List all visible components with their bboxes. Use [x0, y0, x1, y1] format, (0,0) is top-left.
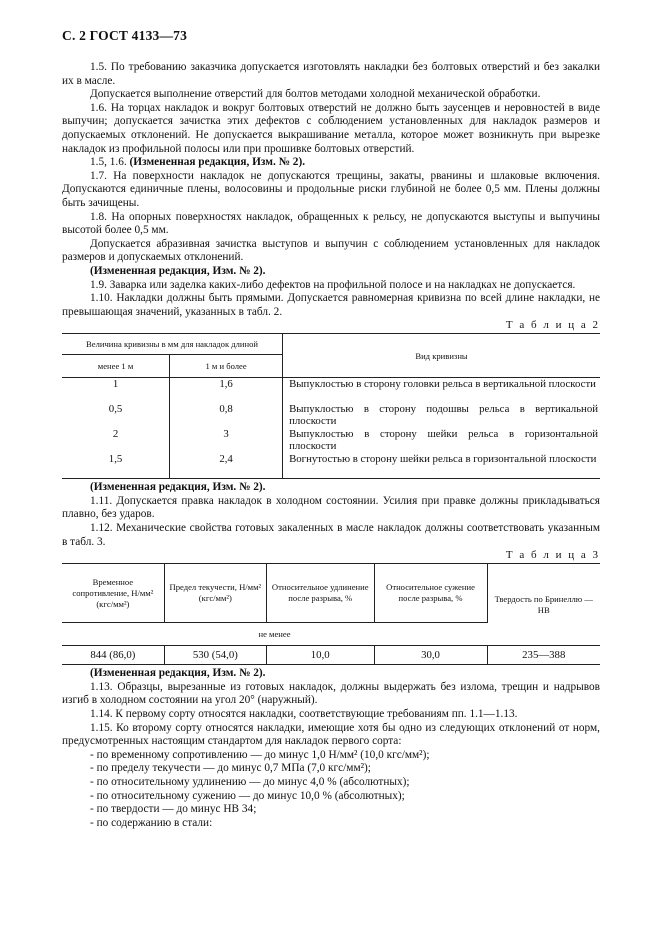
list-item: - по временному сопротивлению — до минус 1,0 Н/мм² (10,0 кгс/мм²);: [90, 748, 430, 761]
paragraph: [62, 170, 600, 211]
paragraph: [62, 61, 600, 88]
paragraph: [62, 211, 600, 238]
paragraph: [62, 495, 600, 522]
table3-cell-yield: 530 (54,0): [164, 646, 266, 665]
paragraph-text: 1.10. Накладки должны быть прямыми. Допускается равномерная кривизна по всей длине накладки, не превышающая значений, указанных в табл. 2.: [62, 292, 600, 318]
table3-caption: Т а б л и ц а 3: [505, 549, 600, 562]
paragraph-text: Допускается абразивная зачистка выступов и выпучин с соблюдением установленных для накладок размеров и допускаемых отклонений.: [62, 237, 600, 264]
paragraph: [62, 722, 600, 749]
paragraph-text: Допускается выполнение отверстий для болтов методами холодной механической обработки.: [90, 88, 541, 101]
table3: [62, 563, 600, 665]
paragraph-text: 1.14. К первому сорту относятся накладки, соответствующие требованиям пп. 1.1—1.13.: [90, 708, 518, 721]
table2-cell-1m-more: 3: [170, 428, 283, 453]
page-header: С. 2 ГОСТ 4133—73: [62, 28, 188, 43]
paragraph: [62, 279, 600, 293]
paragraph-text: 1.15. Ко второму сорту относятся накладки, имеющие хотя бы одно из следующих отклонений от норм, предусмотренных настоящим стандартом для накладок первого сорта:: [62, 721, 600, 748]
table2-cell-curvature: Выпуклостью в сторону подошвы рельса в вертикальной плоскости: [289, 403, 598, 427]
table-row: [62, 453, 600, 479]
table3-head-reduction: Относительное сужение после разрыва, %: [374, 564, 487, 623]
table3-cell-elongation: 10,0: [266, 646, 374, 665]
table3-head-elongation: Относительное удлинение после разрыва, %: [266, 564, 374, 623]
section-paragraphs-b: [62, 481, 600, 549]
amendment-note: (Измененная редакция, Изм. № 2).: [90, 667, 266, 680]
table2-cell-1m-more: 2,4: [170, 453, 283, 479]
table2-caption: Т а б л и ц а 2: [505, 319, 600, 332]
table-row: [62, 646, 600, 665]
paragraph-text: 1.12. Механические свойства готовых закаленных в масле накладок должны соответствовать указанным в табл. 3.: [62, 522, 600, 548]
table2-cell-curvature: Выпуклостью в сторону шейки рельса в горизонтальной плоскости: [289, 428, 598, 452]
paragraph-text: 1.6. На торцах накладок и вокруг болтовых отверстий не должно быть заусенцев и неровностей в виде выпучин; допускается зачистка этих дефектов с соблюдением установленных для накладок размеров и допускаемых отклонений. Не допускается выкрашивание металла, которое может возникнуть при вырезке накладок из профильной полосы или при прошивке болтовых отверстий.: [62, 101, 600, 155]
table3-subhead-min: не менее: [62, 623, 487, 646]
table3-head-tensile: Временное сопротивление, Н/мм² (кгс/мм²): [62, 564, 164, 623]
table2-cell-1m-more: 1,6: [170, 378, 283, 404]
table2-cell-1m-more: 0,8: [170, 403, 283, 428]
paragraph: [62, 265, 600, 279]
amendment-note: (Измененная редакция, Изм. № 2).: [90, 481, 266, 494]
list-item: - по относительному удлинению — до минус 4,0 % (абсолютных);: [90, 776, 410, 788]
table-row: [62, 378, 600, 404]
paragraph-text: 1.5. По требованию заказчика допускается изготовлять накладки без болтовых отверстий и без закалки их в масле.: [62, 61, 600, 87]
paragraph: [62, 156, 600, 170]
amendment-note: (Измененная редакция, Изм. № 2).: [90, 264, 266, 277]
paragraph-text: 1.11. Допускается правка накладок в холодном состоянии. Усилия при правке должны прикладываться плавно, без ударов.: [62, 494, 600, 521]
list-item: - по пределу текучести — до минус 0,7 МПа (7,0 кгс/мм²);: [90, 762, 371, 775]
paragraph: [62, 522, 600, 549]
paragraph: [62, 481, 600, 495]
table2-head-less-1m: менее 1 м: [62, 355, 170, 378]
paragraph: [62, 238, 600, 265]
table2: [62, 333, 600, 479]
table3-head-hardness: Твердость по Бринеллю — НВ: [487, 564, 600, 646]
table3-cell-tensile: 844 (86,0): [62, 646, 164, 665]
table2-cell-less-1m: 1: [112, 378, 119, 391]
table2-body: [62, 378, 600, 479]
table2-cell-curvature: Вогнутостью в сторону шейки рельса в горизонтальной плоскости: [283, 453, 600, 479]
table2-cell-less-1m: 2: [112, 428, 119, 441]
section-paragraphs-a: [62, 61, 600, 319]
paragraph-text: 1.7. На поверхности накладок не допускаются трещины, закаты, рванины и шлаковые включения. Допускаются единичные плены, волосовины и продольные риски глубиной не более 0,5 мм. Плены должны быть зачищены.: [62, 169, 600, 209]
table2-head-curvature-type: Вид кривизны: [283, 334, 600, 378]
table-row: [62, 428, 600, 453]
paragraph: [62, 681, 600, 708]
list-item: - по твердости — до минус НВ 34;: [90, 803, 257, 816]
list-item: - по относительному сужению — до минус 10,0 % (абсолютных);: [90, 789, 405, 802]
paragraph: [62, 708, 600, 722]
paragraph: [62, 667, 600, 681]
paragraph: [62, 102, 600, 156]
table3-head-yield: Предел текучести, Н/мм² (кгс/мм²): [164, 564, 266, 623]
paragraph-text: 1.9. Заварка или заделка каких-либо дефектов на профильной полосе и на накладках не допускается.: [90, 278, 576, 291]
table2-cell-less-1m: 1,5: [62, 453, 170, 479]
amendment-note: (Измененная редакция, Изм. № 2).: [129, 156, 306, 169]
table3-cell-reduction: 30,0: [374, 646, 487, 665]
table2-head-1m-more: 1 м и более: [170, 355, 283, 378]
section-paragraphs-c: [62, 667, 600, 749]
paragraph: [62, 292, 600, 319]
document-page: [62, 28, 600, 830]
table2-head-group: Величина кривизны в мм для накладок длиной: [62, 334, 283, 355]
deviation-list: [62, 749, 600, 831]
paragraph: [62, 88, 600, 102]
table-row: [62, 403, 600, 428]
paragraph-text: 1.5, 1.6.: [90, 156, 130, 169]
paragraph-text: 1.8. На опорных поверхностях накладок, обращенных к рельсу, не допускаются выступы и выпучины высотой более 0,5 мм.: [62, 210, 600, 237]
table3-cell-hardness: 235—388: [487, 646, 600, 665]
list-item: - по содержанию в стали:: [90, 816, 213, 829]
table2-cell-less-1m: 0,5: [108, 403, 123, 416]
table2-cell-curvature: Выпуклостью в сторону головки рельса в вертикальной плоскости: [289, 378, 596, 391]
paragraph-text: 1.13. Образцы, вырезанные из готовых накладок, должны выдержать без излома, трещин и надрывов изгиб в холодном состоянии на угол 20° (наружный).: [62, 680, 600, 707]
